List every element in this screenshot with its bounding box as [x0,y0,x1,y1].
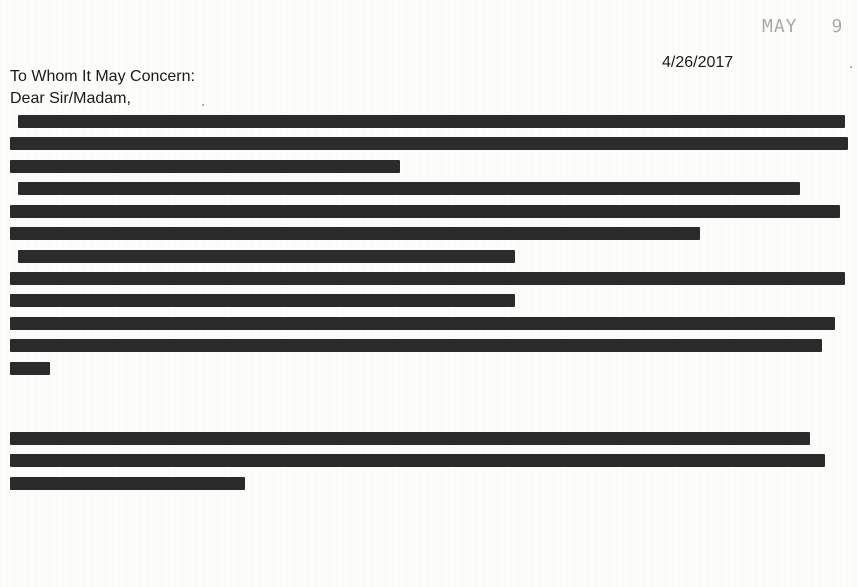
redacted-line [10,200,855,222]
redacted-line [10,111,855,133]
letter-date: 4/26/2017 [662,54,734,71]
salutation-line-2: Dear Sir/Madam, [10,90,131,108]
redaction-bar [10,294,515,307]
redaction-bar [10,272,845,285]
redaction-bar [10,137,848,150]
redacted-line [10,156,855,178]
redacted-line [10,357,855,379]
redaction-bar [10,317,835,330]
salutation-line-1: To Whom It May Concern: [10,68,195,85]
redacted-line [10,245,855,267]
redaction-bar [18,115,845,128]
scan-speck [850,66,852,68]
redaction-bar [10,160,400,173]
redaction-bar [18,182,800,195]
redacted-line [10,312,855,334]
redacted-line [10,178,855,200]
redaction-bar [10,205,840,218]
receipt-stamp [762,16,843,37]
redacted-line [10,450,855,472]
redacted-line [10,290,855,312]
redaction-bar [10,339,822,352]
redacted-paragraphs [10,111,855,495]
redaction-bar [10,432,810,445]
redaction-bar [10,362,50,375]
redacted-line [10,473,855,495]
redacted-line [10,223,855,245]
redaction-bar [10,454,825,467]
stamp-month: MAY [762,16,798,37]
stamp-day: 9 [831,16,844,37]
paragraph-gap [10,380,855,428]
redaction-bar [10,477,245,490]
redaction-bar [10,227,700,240]
redacted-line [10,268,855,290]
redaction-bar [18,250,515,263]
redacted-line [10,335,855,357]
scan-speck [202,104,204,106]
redacted-line [10,133,855,155]
letter-body [10,66,855,495]
redacted-line [10,428,855,450]
